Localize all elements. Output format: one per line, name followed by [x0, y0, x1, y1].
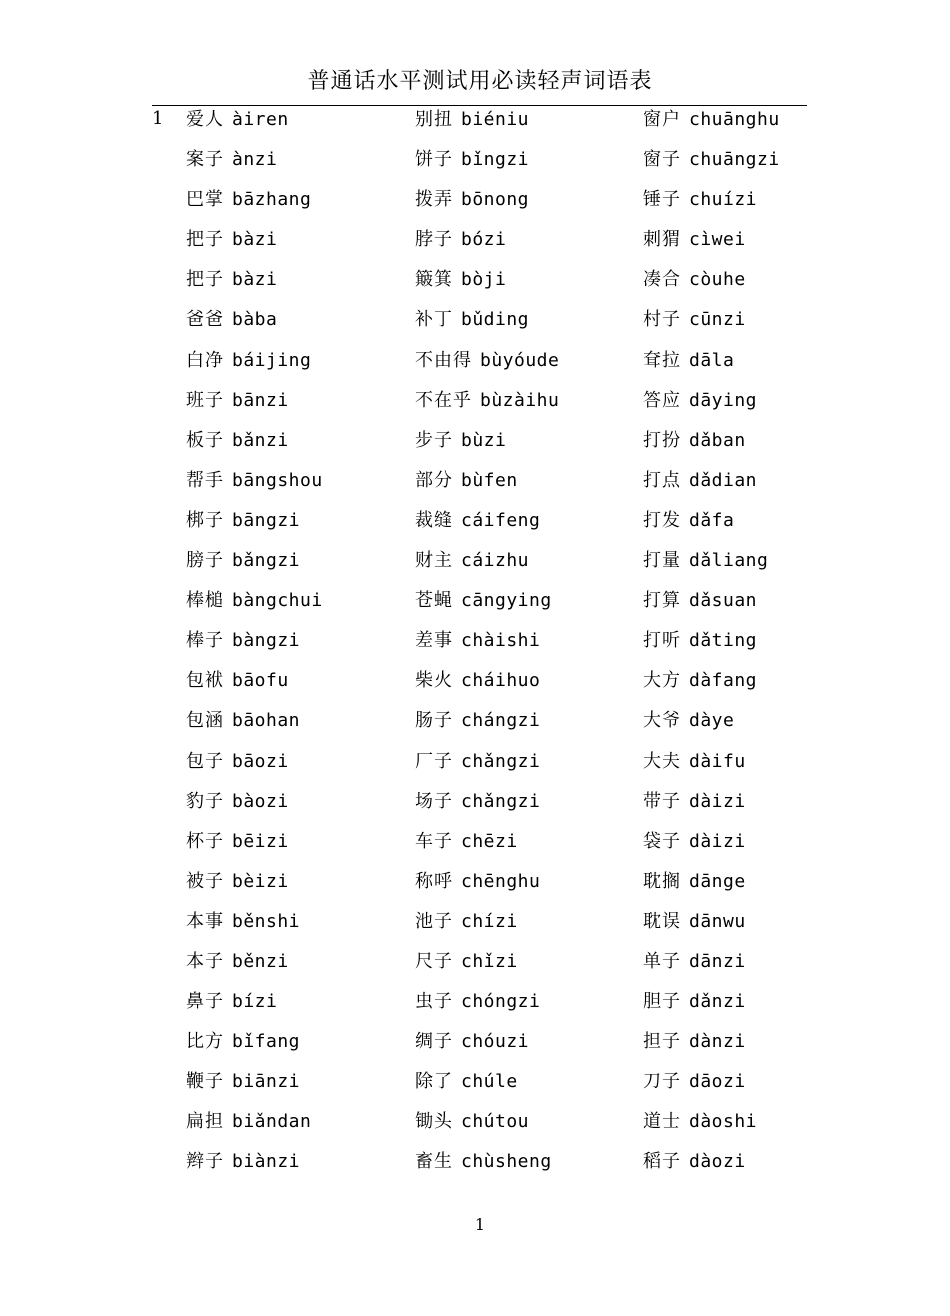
word-hanzi: 本事 — [186, 910, 224, 932]
word-entry — [643, 828, 780, 868]
word-pinyin: bùfen — [461, 469, 518, 491]
word-entry — [643, 467, 780, 507]
word-hanzi: 别扭 — [415, 109, 453, 130]
word-hanzi: 窗户 — [643, 109, 681, 130]
word-pinyin: bàzi — [232, 269, 278, 291]
word-hanzi: 窗子 — [643, 149, 681, 171]
word-pinyin: bàzi — [232, 229, 278, 251]
word-entry — [186, 908, 323, 948]
word-hanzi: 板子 — [186, 429, 224, 451]
word-entry — [415, 146, 559, 186]
word-hanzi: 胆子 — [643, 991, 681, 1013]
word-entry — [186, 948, 323, 988]
word-pinyin: dànzi — [689, 1031, 746, 1053]
word-entry — [186, 868, 323, 908]
word-hanzi: 大爷 — [643, 710, 681, 732]
word-hanzi: 梆子 — [186, 509, 224, 531]
word-hanzi: 单子 — [643, 950, 681, 972]
word-hanzi: 担子 — [643, 1031, 681, 1053]
word-entry — [643, 788, 780, 828]
word-hanzi: 把子 — [186, 229, 224, 251]
word-pinyin: bōnong — [461, 189, 530, 211]
word-hanzi: 锤子 — [643, 189, 681, 211]
word-entry — [415, 1068, 559, 1108]
word-pinyin: chóngzi — [461, 991, 541, 1013]
word-entry — [415, 186, 559, 226]
word-pinyin: bānzi — [232, 389, 289, 411]
word-entry — [643, 748, 780, 788]
word-entry — [643, 427, 780, 467]
word-entry — [186, 748, 323, 788]
word-hanzi: 鞭子 — [186, 1071, 224, 1093]
word-pinyin: dàoshi — [689, 1111, 758, 1133]
word-entry — [415, 788, 559, 828]
word-entry — [186, 467, 323, 507]
word-hanzi: 村子 — [643, 309, 681, 331]
word-entry — [643, 868, 780, 908]
word-pinyin: chuāngzi — [689, 149, 780, 171]
word-entry — [643, 306, 780, 346]
word-entry — [643, 988, 780, 1028]
word-hanzi: 凑合 — [643, 269, 681, 291]
word-entry — [186, 186, 323, 226]
word-entry — [415, 587, 559, 627]
word-hanzi: 锄头 — [415, 1111, 453, 1133]
word-hanzi: 班子 — [186, 389, 224, 411]
word-hanzi: 拨弄 — [415, 189, 453, 211]
word-hanzi: 不由得 — [415, 349, 472, 371]
word-pinyin: ànzi — [232, 149, 278, 171]
word-entry — [415, 387, 559, 427]
word-hanzi: 案子 — [186, 149, 224, 171]
word-hanzi: 称呼 — [415, 870, 453, 892]
word-entry — [643, 948, 780, 988]
word-hanzi: 打点 — [643, 469, 681, 491]
word-entry — [643, 908, 780, 948]
word-pinyin: chángzi — [461, 710, 541, 732]
word-hanzi: 包袱 — [186, 670, 224, 692]
word-pinyin: bózi — [461, 229, 507, 251]
word-pinyin: dāla — [689, 349, 735, 371]
word-column-2 — [415, 106, 559, 1189]
word-pinyin: běnshi — [232, 910, 301, 932]
word-entry — [643, 547, 780, 587]
word-pinyin: àiren — [232, 109, 289, 130]
word-pinyin: dǎdian — [689, 469, 758, 491]
word-entry — [415, 347, 559, 387]
word-pinyin: dàfang — [689, 670, 758, 692]
word-entry — [643, 1068, 780, 1108]
word-pinyin: cìwei — [689, 229, 746, 251]
word-pinyin: dǎnzi — [689, 991, 746, 1013]
word-pinyin: cūnzi — [689, 309, 746, 331]
word-hanzi: 尺子 — [415, 950, 453, 972]
word-entry — [186, 1148, 323, 1188]
word-hanzi: 包子 — [186, 750, 224, 772]
word-pinyin: chàishi — [461, 630, 541, 652]
word-hanzi: 把子 — [186, 269, 224, 291]
word-pinyin: dānzi — [689, 950, 746, 972]
word-pinyin: bòji — [461, 269, 507, 291]
word-pinyin: dǎting — [689, 630, 758, 652]
word-hanzi: 爱人 — [186, 109, 224, 130]
word-pinyin: dānge — [689, 870, 746, 892]
word-hanzi: 部分 — [415, 469, 453, 491]
word-hanzi: 财主 — [415, 550, 453, 572]
word-pinyin: dǎfa — [689, 509, 735, 531]
word-entry — [186, 306, 323, 346]
word-pinyin: bàngchui — [232, 590, 323, 612]
word-hanzi: 厂子 — [415, 750, 453, 772]
word-pinyin: bízi — [232, 991, 278, 1013]
word-pinyin: bàozi — [232, 790, 289, 812]
word-hanzi: 不在乎 — [415, 389, 472, 411]
word-hanzi: 柴火 — [415, 670, 453, 692]
word-column-3 — [643, 106, 780, 1189]
word-pinyin: dānwu — [689, 910, 746, 932]
word-entry — [643, 707, 780, 747]
word-entry — [415, 306, 559, 346]
word-hanzi: 巴掌 — [186, 189, 224, 211]
word-pinyin: bāozi — [232, 750, 289, 772]
word-entry — [415, 547, 559, 587]
word-hanzi: 刺猬 — [643, 229, 681, 251]
word-pinyin: chútou — [461, 1111, 530, 1133]
word-hanzi: 绸子 — [415, 1031, 453, 1053]
word-entry — [415, 707, 559, 747]
word-entry — [415, 507, 559, 547]
word-entry — [186, 627, 323, 667]
word-pinyin: dāying — [689, 389, 758, 411]
word-pinyin: bāzhang — [232, 189, 312, 211]
word-hanzi: 脖子 — [415, 229, 453, 251]
word-pinyin: chēnghu — [461, 870, 541, 892]
word-pinyin: běnzi — [232, 950, 289, 972]
word-hanzi: 打算 — [643, 590, 681, 612]
word-entry — [643, 146, 780, 186]
word-pinyin: bùzi — [461, 429, 507, 451]
word-entry — [643, 507, 780, 547]
word-entry — [643, 266, 780, 306]
word-hanzi: 打扮 — [643, 429, 681, 451]
word-hanzi: 棒子 — [186, 630, 224, 652]
word-pinyin: cáizhu — [461, 550, 530, 572]
word-entry — [186, 427, 323, 467]
word-hanzi: 大方 — [643, 670, 681, 692]
word-hanzi: 白净 — [186, 349, 224, 371]
word-entry — [186, 1028, 323, 1068]
word-hanzi: 池子 — [415, 910, 453, 932]
word-entry — [643, 387, 780, 427]
word-entry — [643, 1108, 780, 1148]
word-hanzi: 饼子 — [415, 149, 453, 171]
word-pinyin: dàifu — [689, 750, 746, 772]
word-entry — [186, 347, 323, 387]
word-hanzi: 被子 — [186, 870, 224, 892]
word-hanzi: 簸箕 — [415, 269, 453, 291]
word-pinyin: bǔding — [461, 309, 530, 331]
word-pinyin: biānzi — [232, 1071, 301, 1093]
word-hanzi: 道士 — [643, 1111, 681, 1133]
word-entry — [643, 1028, 780, 1068]
word-entry — [643, 226, 780, 266]
word-pinyin: cāngying — [461, 590, 552, 612]
word-pinyin: bǎnzi — [232, 429, 289, 451]
word-hanzi: 爸爸 — [186, 309, 224, 331]
word-pinyin: dàizi — [689, 830, 746, 852]
word-hanzi: 耽搁 — [643, 870, 681, 892]
word-hanzi: 步子 — [415, 429, 453, 451]
word-entry — [643, 587, 780, 627]
word-pinyin: biǎndan — [232, 1111, 312, 1133]
word-pinyin: bǐfang — [232, 1031, 301, 1053]
word-entry — [415, 828, 559, 868]
word-hanzi: 帮手 — [186, 469, 224, 491]
section-number: 1 — [152, 108, 164, 129]
word-pinyin: dǎliang — [689, 550, 769, 572]
word-pinyin: chēzi — [461, 830, 518, 852]
word-hanzi: 打听 — [643, 630, 681, 652]
word-entry — [415, 908, 559, 948]
word-hanzi: 豹子 — [186, 790, 224, 812]
word-hanzi: 刀子 — [643, 1071, 681, 1093]
word-hanzi: 膀子 — [186, 550, 224, 572]
word-hanzi: 打量 — [643, 550, 681, 572]
word-entry — [643, 106, 780, 146]
word-pinyin: cáifeng — [461, 509, 541, 531]
word-hanzi: 带子 — [643, 790, 681, 812]
word-entry — [186, 226, 323, 266]
word-entry — [186, 266, 323, 306]
word-pinyin: dàozi — [689, 1151, 746, 1173]
word-entry — [186, 1068, 323, 1108]
word-pinyin: bùzàihu — [480, 389, 560, 411]
word-pinyin: cháihuo — [461, 670, 541, 692]
word-hanzi: 耷拉 — [643, 349, 681, 371]
word-hanzi: 车子 — [415, 830, 453, 852]
word-hanzi: 杯子 — [186, 830, 224, 852]
word-pinyin: bèizi — [232, 870, 289, 892]
word-entry — [643, 347, 780, 387]
word-hanzi: 比方 — [186, 1031, 224, 1053]
word-pinyin: bāohan — [232, 710, 301, 732]
word-pinyin: chuānghu — [689, 109, 780, 130]
word-pinyin: biéniu — [461, 109, 530, 130]
word-pinyin: chóuzi — [461, 1031, 530, 1053]
page-number: 1 — [474, 1215, 486, 1234]
word-column-1 — [186, 106, 323, 1189]
word-entry — [415, 948, 559, 988]
word-pinyin: báijing — [232, 349, 312, 371]
word-pinyin: biànzi — [232, 1151, 301, 1173]
word-entry — [643, 667, 780, 707]
word-pinyin: dǎban — [689, 429, 746, 451]
word-entry — [415, 266, 559, 306]
word-entry — [186, 146, 323, 186]
word-hanzi: 差事 — [415, 630, 453, 652]
word-hanzi: 扁担 — [186, 1111, 224, 1133]
word-hanzi: 答应 — [643, 389, 681, 411]
word-hanzi: 肠子 — [415, 710, 453, 732]
word-hanzi: 除了 — [415, 1071, 453, 1093]
page-title: 普通话水平测试用必读轻声词语表 — [307, 69, 653, 94]
word-entry — [186, 106, 323, 146]
word-hanzi: 场子 — [415, 790, 453, 812]
word-pinyin: bàba — [232, 309, 278, 331]
word-hanzi: 裁缝 — [415, 509, 453, 531]
word-entry — [415, 1108, 559, 1148]
word-pinyin: chuízi — [689, 189, 758, 211]
word-entry — [186, 988, 323, 1028]
word-hanzi: 补丁 — [415, 309, 453, 331]
word-hanzi: 包涵 — [186, 710, 224, 732]
word-hanzi: 打发 — [643, 509, 681, 531]
word-pinyin: chùsheng — [461, 1151, 552, 1173]
word-hanzi: 虫子 — [415, 991, 453, 1013]
word-pinyin: bāngzi — [232, 509, 301, 531]
word-hanzi: 袋子 — [643, 830, 681, 852]
word-hanzi: 本子 — [186, 950, 224, 972]
word-pinyin: bàngzi — [232, 630, 301, 652]
word-pinyin: chúle — [461, 1071, 518, 1093]
word-entry — [415, 667, 559, 707]
word-entry — [415, 627, 559, 667]
word-hanzi: 大夫 — [643, 750, 681, 772]
word-pinyin: bùyóude — [480, 349, 560, 371]
word-pinyin: chǎngzi — [461, 750, 541, 772]
word-pinyin: dàizi — [689, 790, 746, 812]
word-entry — [415, 467, 559, 507]
word-entry — [415, 106, 559, 146]
word-pinyin: chǐzi — [461, 950, 518, 972]
word-pinyin: chízi — [461, 910, 518, 932]
word-entry — [643, 1148, 780, 1188]
word-hanzi: 稻子 — [643, 1151, 681, 1173]
word-entry — [415, 1148, 559, 1188]
word-entry — [415, 226, 559, 266]
word-entry — [415, 1028, 559, 1068]
word-hanzi: 鼻子 — [186, 991, 224, 1013]
word-entry — [186, 788, 323, 828]
word-entry — [186, 667, 323, 707]
word-pinyin: dāozi — [689, 1071, 746, 1093]
word-entry — [186, 1108, 323, 1148]
word-entry — [186, 507, 323, 547]
word-hanzi: 畜生 — [415, 1151, 453, 1173]
word-entry — [415, 748, 559, 788]
word-hanzi: 棒槌 — [186, 590, 224, 612]
word-pinyin: dàye — [689, 710, 735, 732]
word-hanzi: 辫子 — [186, 1151, 224, 1173]
word-entry — [186, 828, 323, 868]
word-entry — [186, 707, 323, 747]
word-hanzi: 耽误 — [643, 910, 681, 932]
word-entry — [643, 186, 780, 226]
word-pinyin: bāofu — [232, 670, 289, 692]
word-entry — [415, 427, 559, 467]
word-pinyin: bēizi — [232, 830, 289, 852]
word-pinyin: dǎsuan — [689, 590, 758, 612]
word-entry — [186, 547, 323, 587]
word-hanzi: 苍蝇 — [415, 590, 453, 612]
word-entry — [643, 627, 780, 667]
word-entry — [186, 387, 323, 427]
word-entry — [415, 868, 559, 908]
word-pinyin: chǎngzi — [461, 790, 541, 812]
word-pinyin: còuhe — [689, 269, 746, 291]
word-pinyin: bǐngzi — [461, 149, 530, 171]
word-entry — [186, 587, 323, 627]
word-pinyin: bāngshou — [232, 469, 323, 491]
word-entry — [415, 988, 559, 1028]
word-pinyin: bǎngzi — [232, 550, 301, 572]
